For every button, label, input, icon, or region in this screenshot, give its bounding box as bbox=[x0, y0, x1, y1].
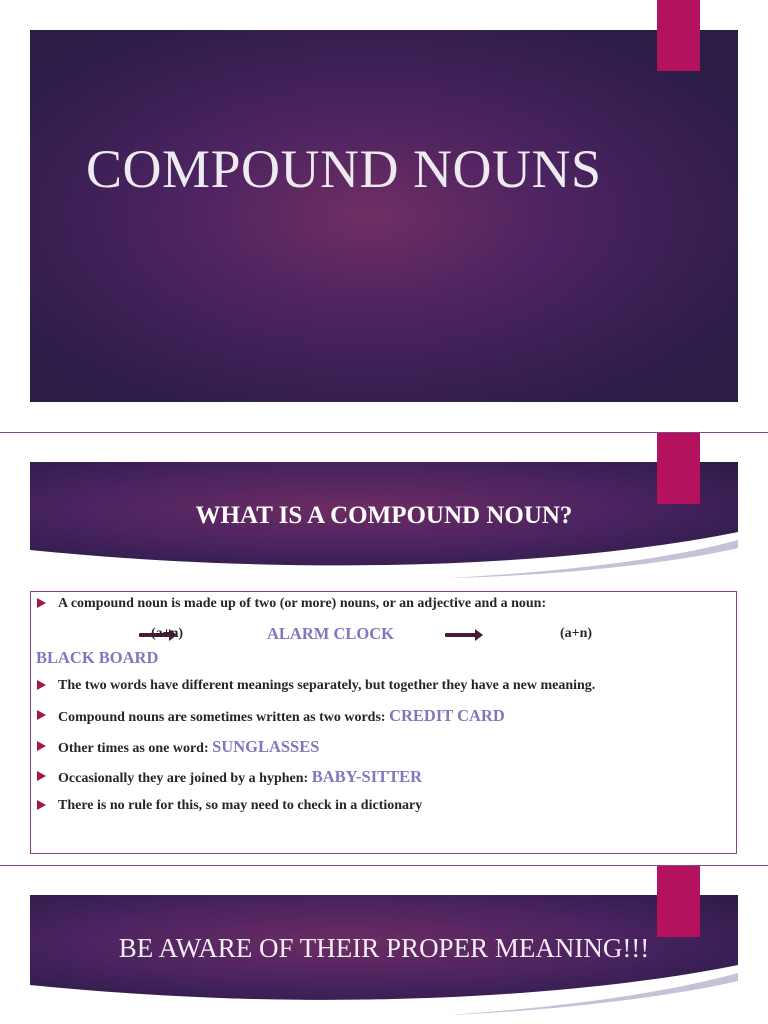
bullet-5-label: Occasionally they are joined by a hyphen: bbox=[58, 771, 312, 786]
bullet-icon bbox=[37, 680, 46, 690]
bullet-icon bbox=[37, 800, 46, 810]
bullet-text-4 bbox=[58, 737, 319, 757]
slide-1-title: COMPOUND NOUNS bbox=[86, 139, 602, 199]
slide-2-header-banner bbox=[30, 462, 738, 578]
example-line bbox=[31, 624, 738, 648]
slide-3-title: BE AWARE OF THEIR PROPER MEANING!!! bbox=[118, 933, 650, 963]
bullet-3-label: Compound nouns are sometimes written as two words: bbox=[58, 710, 390, 725]
slide-3-header-banner bbox=[30, 895, 738, 1024]
bullet-text-6: There is no rule for this, so may need to check in a dictionary bbox=[58, 798, 423, 813]
arrow-icon bbox=[445, 633, 477, 637]
slide-1-background bbox=[30, 30, 738, 402]
example-credit-card: CREDIT CARD bbox=[389, 706, 505, 725]
bullet-text-1: A compound noun is made up of two (or more) nouns, or an adjective and a noun: bbox=[58, 596, 547, 611]
slide-2-content-box bbox=[30, 591, 737, 854]
formula-left: (a+n) bbox=[151, 626, 184, 641]
example-black-board: BLACK BOARD bbox=[36, 648, 159, 667]
bullet-icon bbox=[37, 598, 46, 608]
slide-3-accent-tab bbox=[657, 866, 700, 937]
example-baby-sitter: BABY-SITTER bbox=[311, 767, 423, 786]
bullet-icon bbox=[37, 710, 46, 720]
slide-1-accent-tab bbox=[657, 0, 700, 71]
bullet-icon bbox=[37, 741, 46, 751]
bullet-text-2: The two words have different meanings separately, but together they have a new meaning. bbox=[58, 678, 596, 693]
slide-divider bbox=[0, 865, 768, 866]
slide-2-title: WHAT IS A COMPOUND NOUN? bbox=[195, 502, 573, 529]
bullet-text-5 bbox=[58, 767, 422, 787]
formula-right: (a+n) bbox=[560, 626, 593, 641]
example-sunglasses: SUNGLASSES bbox=[212, 737, 320, 756]
bullet-4-label: Other times as one word: bbox=[58, 741, 213, 756]
bullet-icon bbox=[37, 771, 46, 781]
example-alarm-clock: ALARM CLOCK bbox=[267, 624, 394, 643]
slide-2-accent-tab bbox=[657, 433, 700, 504]
slide-divider bbox=[0, 432, 768, 433]
bullet-text-3 bbox=[58, 706, 505, 726]
